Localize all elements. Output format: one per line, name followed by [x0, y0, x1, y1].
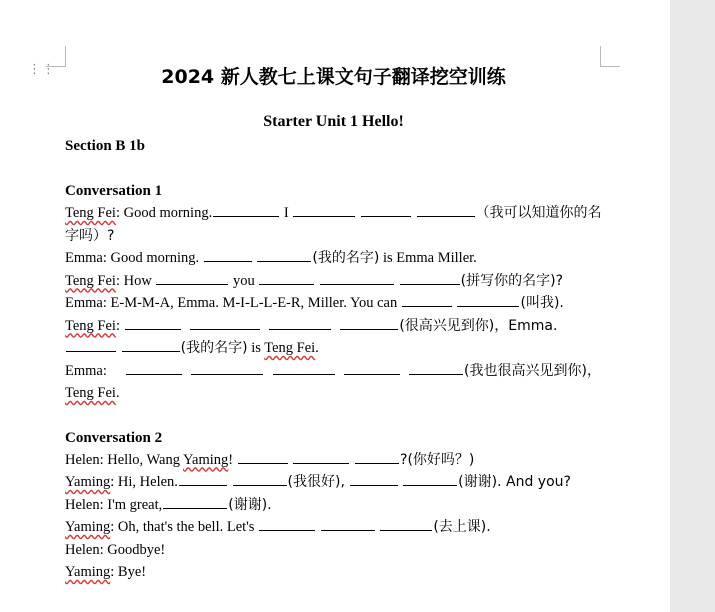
conv2-line-4: Yaming: Oh, that's the bell. Let's (去上课). [65, 516, 602, 539]
blank[interactable] [380, 516, 432, 531]
window-gutter [670, 0, 715, 612]
blank[interactable] [321, 516, 375, 531]
blank[interactable] [156, 270, 228, 285]
blank[interactable] [259, 270, 314, 285]
blank[interactable] [125, 315, 181, 330]
blank[interactable] [179, 471, 227, 486]
unit-heading: Starter Unit 1 Hello! [263, 113, 404, 130]
blank[interactable] [320, 270, 394, 285]
blank[interactable] [417, 202, 475, 217]
blank[interactable] [344, 360, 400, 375]
blank[interactable] [257, 247, 311, 262]
blank[interactable] [273, 360, 335, 375]
document-title: 2024 新人教七上课文句子翻译挖空训练 [161, 66, 506, 88]
conv1-line-3: Teng Fei: How you (拼写你的名字)? [65, 270, 602, 293]
conv1-line-1: Teng Fei: Good morning. I （我可以知道你的名字吗）? [65, 202, 602, 247]
blank[interactable] [190, 315, 260, 330]
speaker-name: Teng Fei [264, 340, 316, 356]
drag-handle-icon[interactable]: ⋮⋮ [28, 62, 56, 77]
blank[interactable] [361, 202, 411, 217]
blank[interactable] [238, 449, 288, 464]
blank[interactable] [400, 270, 460, 285]
blank[interactable] [402, 292, 452, 307]
blank[interactable] [163, 494, 227, 509]
conv2-line-1: Helen: Hello, Wang Yaming! ?(你好吗？) [65, 449, 602, 472]
blank[interactable] [293, 202, 355, 217]
blank[interactable] [340, 315, 398, 330]
conversation-2-heading: Conversation 2 [65, 429, 163, 446]
blank[interactable] [355, 449, 399, 464]
speaker-name: Teng Fei [65, 317, 116, 334]
speaker-name: Teng Fei [65, 205, 116, 221]
speaker-name: Yaming [65, 474, 111, 490]
blank[interactable] [403, 471, 457, 486]
speaker-name: Teng Fei [65, 385, 116, 401]
conv1-line-2: Emma: Good morning. (我的名字) is Emma Miller. [65, 247, 602, 270]
blank[interactable] [409, 360, 463, 375]
blank[interactable] [66, 337, 116, 352]
speaker-name: Yaming [183, 451, 229, 468]
margin-corner-top-right [600, 46, 620, 67]
blank[interactable] [293, 449, 349, 464]
conv1-line-4: Emma: E-M-M-A, Emma. M-I-L-L-E-R, Miller. You can (叫我). [65, 292, 602, 315]
conv2-line-3: Helen: I'm great, (谢谢). [65, 494, 602, 517]
blank[interactable] [204, 247, 252, 262]
conv1-line-5: Teng Fei: (很高兴见到你)，Emma. (我的名字) is Teng Fei. [65, 315, 602, 360]
blank[interactable] [350, 471, 398, 486]
blank[interactable] [259, 516, 315, 531]
conv2-line-6: Yaming: Bye! [65, 564, 147, 580]
speaker-name: Teng Fei [65, 272, 116, 289]
blank[interactable] [213, 202, 279, 217]
conv2-line-2: Yaming: Hi, Helen. (我很好), (谢谢). And you? [65, 471, 602, 494]
conversation-1-heading: Conversation 1 [65, 183, 163, 199]
speaker-name: Yaming [65, 564, 111, 580]
blank[interactable] [269, 315, 331, 330]
blank[interactable] [457, 292, 519, 307]
blank[interactable] [126, 360, 182, 375]
blank[interactable] [191, 360, 263, 375]
conv1-line-6: Emma: (我也很高兴见到你)，Teng Fei. [65, 360, 602, 405]
section-heading: Section B 1b [65, 138, 146, 154]
blank[interactable] [122, 337, 180, 352]
document-page [65, 62, 602, 584]
blank[interactable] [233, 471, 287, 486]
speaker-name: Yaming [65, 519, 111, 535]
conv2-line-5: Helen: Goodbye! [65, 541, 166, 558]
